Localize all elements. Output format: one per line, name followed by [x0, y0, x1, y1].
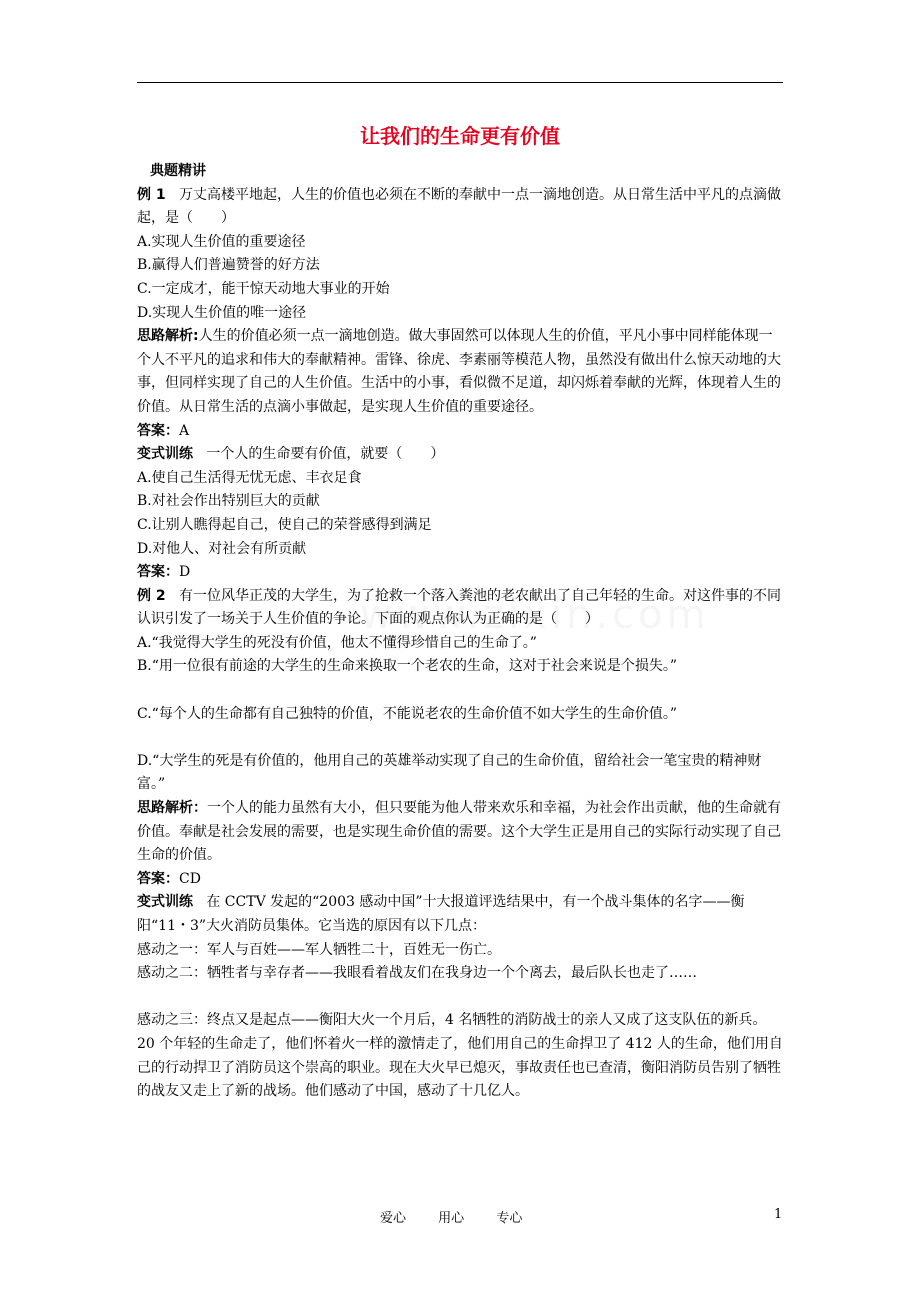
variant-1-question: 变式训练 一个人的生命要有价值，就要（ ）: [137, 446, 445, 463]
variant-2-reason-1: 感动之一：军人与百姓——军人牺牲二十，百姓无一伤亡。: [137, 941, 501, 958]
example-2-option-b: B.“用一位很有前途的大学生的生命来换取一个老农的生命，这对于社会来说是个损失。”: [137, 658, 678, 675]
example-1-option-a: A.实现人生价值的重要途径: [137, 233, 306, 250]
example-1-option-b: B.赢得人们普遍赞誉的好方法: [137, 257, 320, 274]
variant-2-reason-2: 感动之二：牺牲者与幸存者——我眼看着战友们在我身边一个个离去，最后队长也走了……: [137, 965, 697, 982]
variant-1-option-c: C.让别人瞧得起自己，使自己的荣誉感得到满足: [137, 516, 432, 533]
variant-1-answer: 答案：D: [137, 564, 191, 581]
section-heading: 典题精讲: [150, 163, 206, 179]
variant-2-intro: 变式训练 在 CCTV 发起的“2003 感动中国”十大报道评选结果中，有一个战斗集体的名字——衡阳“11・3”大火消防员集体。它当选的原因有以下几点：: [137, 894, 745, 934]
example-2-analysis: 思路解析：一个人的能力虽然有大小，但只要能为他人带来欢乐和幸福，为社会作出贡献，他的生命就有价值。奉献是社会发展的需要，也是实现生命价值的需要。这个大学生正是用自己的实际行动实现了自己生命的价值。: [137, 800, 781, 864]
example-2-question: 例 2 有一位风华正茂的大学生，为了抢救一个落入粪池的老农献出了自己年轻的生命。对这件事的不同认识引发了一场关于人生价值的争论。下面的观点你认为正确的是（ ）: [137, 587, 781, 628]
example-1-label: 例 1: [137, 186, 166, 203]
example-1-analysis: 思路解析:人生的价值必须一点一滴地创造。做大事固然可以体现人生的价值，平凡小事中同样能体现一个人不平凡的追求和伟大的奉献精神。雷锋、徐虎、李素丽等模范人物，虽然没有做出什么惊天动地的大事，但同样实现了自己的人生价值。生活中的小事，看似微不足道，却闪烁着奉献的光辉，体现着人生的价值。从日常生活的点滴小事做起，是实现人生价值的重要途径。: [137, 328, 781, 415]
variant-1-option-b: B.对社会作出特别巨大的贡献: [137, 493, 320, 510]
variant-2-closing: 20 个年轻的生命走了，他们怀着火一样的激情走了，他们用自己的生命捍卫了 412 人的生命，他们用自己的行动捍卫了消防员这个崇高的职业。现在大火早已熄灭，事故责任也已查清，衡阳消防员告别了牺牲的战友又走上了新的战场。他们感动了中国，感动了十几亿人。: [137, 1035, 783, 1100]
footer-motto-word: 专心: [496, 1211, 523, 1226]
document-body: [137, 160, 785, 1104]
footer-motto: [380, 1207, 550, 1226]
variant-1-option-d: D.对他人、对社会有所贡献: [137, 540, 307, 557]
example-1-answer: 答案：A: [137, 422, 190, 439]
example-1-option-d: D.实现人生价值的唯一途径: [137, 304, 307, 321]
header-rule: [137, 82, 783, 83]
example-1-option-c: C.一定成才，能干惊天动地大事业的开始: [137, 280, 390, 297]
footer-motto-word: 爱心: [380, 1211, 407, 1226]
footer-motto-word: 用心: [438, 1211, 465, 1226]
variant-2-reason-3: 感动之三：终点又是起点——衡阳大火一个月后，4 名牺牲的消防战士的亲人又成了这支队伍的新兵。: [137, 1012, 767, 1029]
page-title: 让我们的生命更有价值: [360, 124, 560, 148]
example-2-answer: 答案：CD: [137, 870, 201, 887]
example-1-question: 例 1 万丈高楼平地起，人生的价值也必须在不断的奉献中一点一滴地创造。从日常生活中平凡的点滴做起，是（ ）: [137, 186, 781, 227]
example-2-option-d: D.“大学生的死是有价值的，他用自己的英雄举动实现了自己的生命价值，留给社会一笔宝贵的精神财富。”: [137, 752, 762, 793]
example-2-option-a: A.“我觉得大学生的死没有价值，他太不懂得珍惜自己的生命了。”: [137, 634, 537, 651]
page-number: 1: [774, 1207, 783, 1222]
example-2-option-c: C.“每个人的生命都有自己独特的价值，不能说老农的生命价值不如大学生的生命价值。”: [137, 705, 677, 722]
variant-1-option-a: A.使自己生活得无忧无虑、丰衣足食: [137, 469, 362, 486]
